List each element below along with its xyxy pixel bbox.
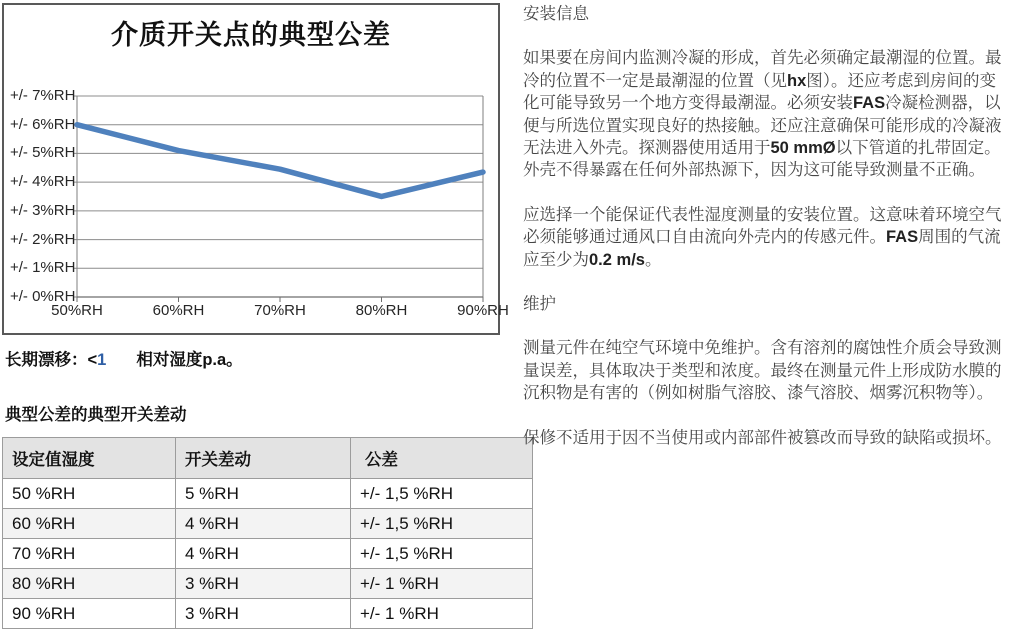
table-header-cell: 开关差动 [176,438,351,479]
table-cell: +/- 1 %RH [351,569,533,599]
text-run: 图）。还应考虑到房间的变化可能导致另一个地方变得最潮湿。必须安装 [523,71,997,113]
text-run: 应选择一个能保证代表性湿度测量的安装位置。这意味着环境空气必须能够通过通风口自由流向外壳内的传感元件。 [523,205,1002,247]
text-run: p.a [202,351,227,369]
text-run: 周围的气流应至少为 [523,228,1001,269]
y-axis-tick-label: +/- 4%RH [10,173,76,191]
text-run: 。 [644,250,662,269]
text-run: 50 mmØ [770,139,836,158]
text-run: 0.2 m/s [589,250,645,269]
text-run: 以下管道的扎带固定。外壳不得暴露在任何外部热源下，因为这可能导致测量不正确。 [523,139,1001,180]
text-run: FAS [853,94,886,113]
x-axis-tick-label: 80%RH [355,302,408,319]
table-header-cell: 设定值湿度 [3,438,176,479]
text-run: 。 [226,351,243,369]
table-header-row [3,438,533,479]
table-row [3,539,533,569]
y-axis-tick-label: +/- 0%RH [10,288,76,305]
table-cell: 60 %RH [3,509,176,539]
x-axis-tick-label: 50%RH [51,302,103,319]
text-run: < [87,351,98,369]
y-axis-tick-label: +/- 5%RH [10,144,76,162]
section-heading: 维护 [523,295,556,314]
text-run: 冷凝检测器，以便与所选位置实现良好的热接触。还应注意确保可能形成的冷凝液无法进入外壳。探测器使用适用于 [523,94,1002,158]
table-cell: 70 %RH [3,539,176,569]
y-axis-tick-label: +/- 7%RH [10,87,76,104]
text-run: 1 [97,351,107,369]
y-axis-tick-label: +/- 6%RH [10,115,76,133]
table-cell: +/- 1,5 %RH [351,539,533,569]
table-cell: +/- 1 %RH [351,599,533,629]
section-heading: 安装信息 [523,5,589,23]
text-run: 长期漂移： [5,351,88,369]
text-run: 如果要在房间内监测冷凝的形成，首先必须确定最潮湿的位置。最冷的位置不一定是最潮湿的位置（见 [523,49,1002,90]
paragraph [523,337,1011,404]
info-text-column [523,3,1011,471]
y-axis-tick-label: +/- 2%RH [10,230,76,248]
x-axis-tick-label: 90%RH [457,302,509,319]
table-cell: 90 %RH [3,599,176,629]
chart-canvas [4,5,498,333]
x-axis-tick-label: 60%RH [152,302,205,319]
text-run: hx [787,71,807,90]
chart-title: 介质开关点的典型公差 [111,20,391,50]
long-term-drift-note [5,346,243,370]
table-title: 典型公差的典型开关差动 [5,406,187,424]
tolerance-table [2,437,533,629]
table-cell: 50 %RH [3,479,176,509]
table-row [3,509,533,539]
table-cell: 5 %RH [176,479,351,509]
text-run: FAS [886,228,919,247]
y-axis-tick-label: +/- 3%RH [10,201,76,219]
table-cell: 80 %RH [3,569,176,599]
table-cell: 4 %RH [176,509,351,539]
table-cell: +/- 1,5 %RH [351,479,533,509]
paragraph [523,47,1011,181]
table-row [3,479,533,509]
table-cell: 4 %RH [176,539,351,569]
tolerance-line-chart [2,3,509,335]
paragraph [523,427,1011,449]
text-run: 保修不适用于因不当使用或内部部件被篡改而导致的缺陷或损坏。 [523,428,1002,447]
text-run: 相对湿度 [136,351,203,369]
table-row [3,599,533,629]
table-cell: 3 %RH [176,599,351,629]
table-header-cell: 公差 [351,438,533,479]
x-axis-tick-label: 70%RH [254,302,306,319]
paragraph [523,204,1011,271]
table-cell: 3 %RH [176,569,351,599]
table-cell: +/- 1,5 %RH [351,509,533,539]
text-run: 测量元件在纯空气环境中免维护。含有溶剂的腐蚀性介质会导致测量误差，具体取决于类型和浓度。最终在测量元件上形成防水膜的沉积物是有害的（例如树脂气溶胶、漆气溶胶、烟雾沉积物等）。 [523,339,1002,403]
table-row [3,569,533,599]
y-axis-tick-label: +/- 1%RH [10,259,76,277]
